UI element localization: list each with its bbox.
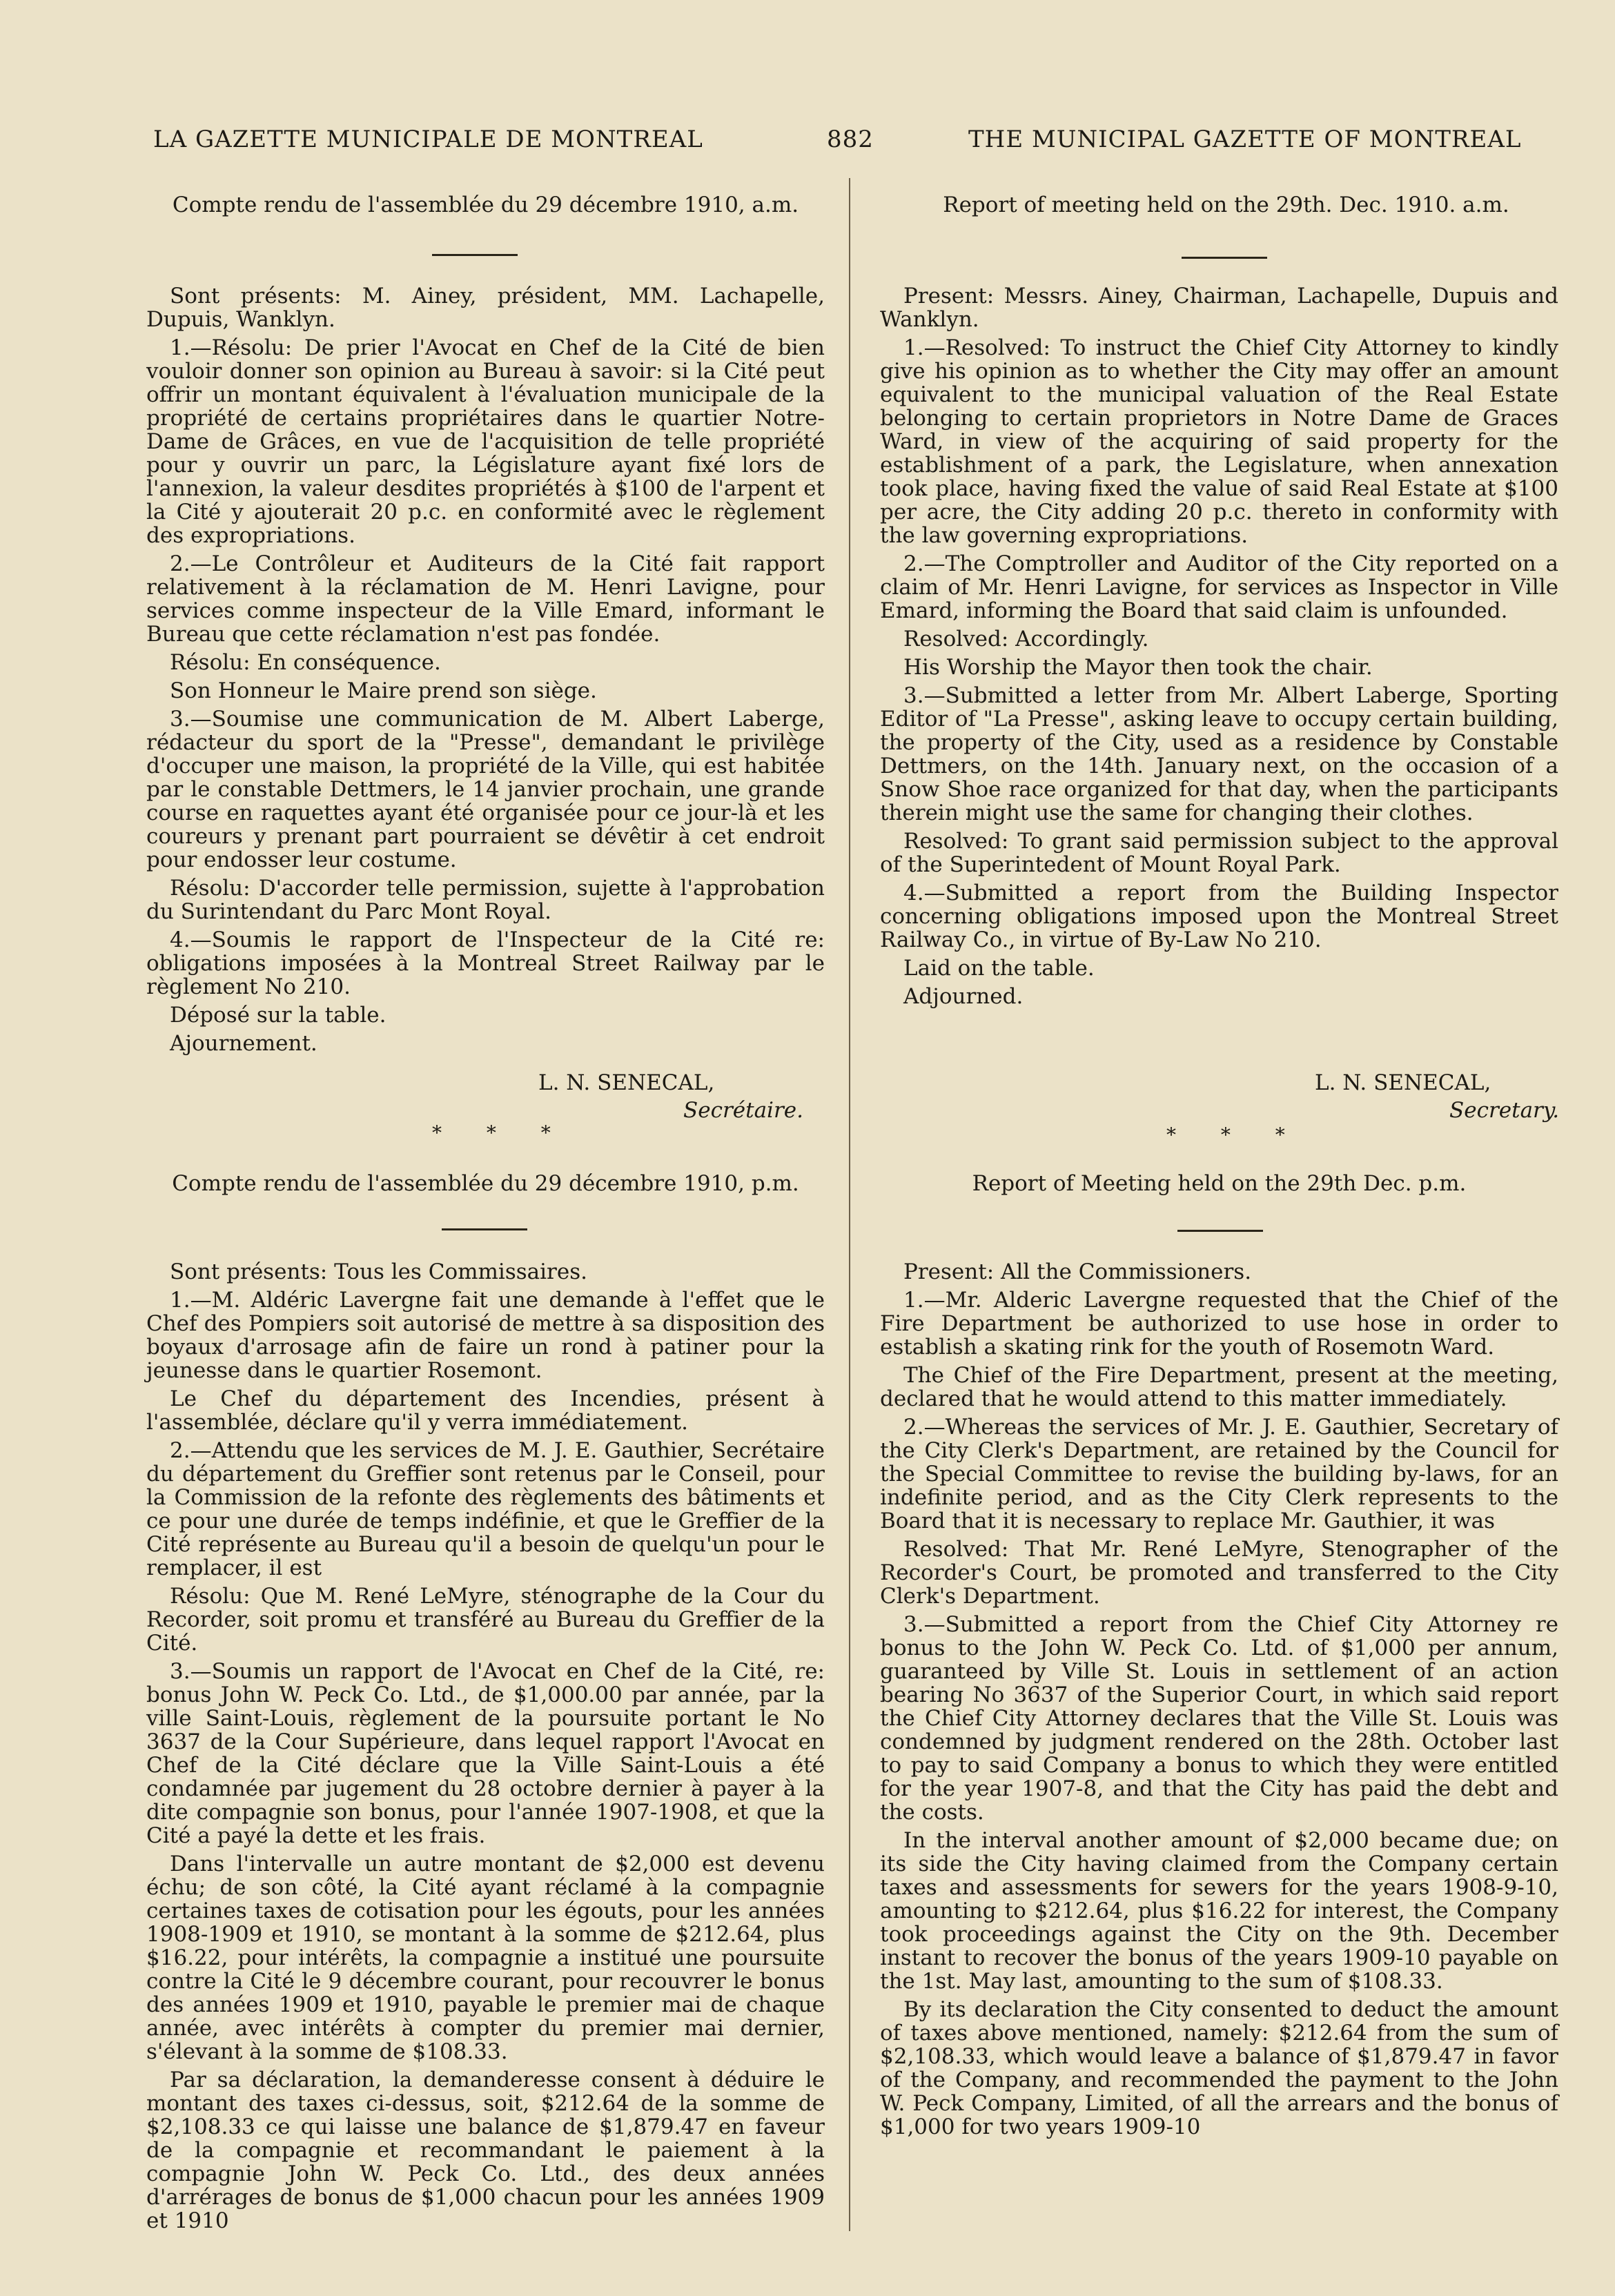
french-pm-title: Compte rendu de l'assemblée du 29 décembre 1910, p.m. — [172, 1171, 799, 1196]
english-am-signature-role: Secretary. — [1449, 1098, 1560, 1123]
french-am-paragraph: 1.—Résolu: De prier l'Avocat en Chef de la Cité de bien vouloir donner son opinion au Bureau à savoir: si la Cité peut offrir un montant équivalent à l'évaluation municipale de la propriété de certains propriétaires dans le quartier Notre-Dame de Grâces, en vue de l'acquisition de telle propriété pour y ouvrir un parc, la Législature ayant fixé lors de l'annexion, la valeur desdites propriétés à $100 de l'arpent et la Cité y ajouterait 20 p.c. en conformité avec le règlement des expropriations. — [146, 335, 825, 548]
english-am-paragraph: Laid on the table. — [903, 956, 1095, 981]
english-pm-paragraph: Present: All the Commissioners. — [903, 1259, 1252, 1284]
english-am-paragraph: 3.—Submitted a letter from Mr. Albert Laberge, Sporting Editor of "La Presse", asking leave to occupy certain building, the property of the City, used as a residence by Constable Dettmers, on the 14th. January next, on the occasion of a Snow Shoe race organized for that day, when the participants therein might use the same for changing their clothes. — [880, 683, 1558, 825]
french-am-paragraph: 2.—Le Contrôleur et Auditeurs de la Cité fait rapport relativement à la réclamation de M. Henri Lavigne, pour services comme inspecteur de la Ville Emard, informant le Bureau que cette réclamation n'est pas fondée. — [146, 551, 825, 647]
english-am-rule — [1182, 257, 1267, 259]
french-am-paragraph: Son Honneur le Maire prend son siège. — [170, 678, 597, 703]
english-pm-paragraph: By its declaration the City consented to deduct the amount of taxes above mentioned, namely: $212.64 from the sum of $2,108.33, which would leave a balance of $1,879.47 in favor of the Company, and recommended the payment to the John W. Peck Company, Limited, of all the arrears and the bonus of $1,000 for two years 1909-10 — [880, 1997, 1558, 2139]
english-am-signature-name: L. N. SENECAL, — [1315, 1070, 1491, 1095]
english-am-paragraph: Resolved: Accordingly. — [903, 627, 1149, 651]
english-am-paragraph: Resolved: To grant said permission subject to the approval of the Superintedent of Mount Royal Park. — [880, 829, 1558, 877]
english-am-paragraph: Adjourned. — [903, 984, 1024, 1009]
english-pm-paragraph: Resolved: That Mr. René LeMyre, Stenographer of the Recorder's Court, be promoted and transferred to the City Clerk's Department. — [880, 1537, 1558, 1609]
english-pm-title: Report of Meeting held on the 29th Dec. p.m. — [972, 1171, 1467, 1196]
french-pm-paragraph: 3.—Soumis un rapport de l'Avocat en Chef de la Cité, re: bonus John W. Peck Co. Ltd., de $1,000.00 par année, par la ville Saint-Louis, règlement de la poursuite portant le No 3637 de la Cour Supérieure, dans lequel rapport l'Avocat en Chef de la Cité déclare que la Ville Saint-Louis a été condamnée par jugement du 28 octobre dernier à payer à la dite compagnie son bonus, pour l'année 1907-1908, et que la Cité a payé la dette et les frais. — [146, 1659, 825, 1848]
english-pm-paragraph: The Chief of the Fire Department, present at the meeting, declared that he would attend to this matter immediately. — [880, 1363, 1558, 1411]
french-am-rule — [432, 254, 518, 256]
column-divider — [849, 178, 850, 2231]
english-pm-paragraph: In the interval another amount of $2,000 became due; on its side the City having claimed from the Company certain taxes and assessments for sewers for the years 1908-9-10, amounting to $212.64, plus $16.22 for interest, the Company took proceedings against the City on the 9th. December instant to recover the bonus of the years 1909-10 payable on the 1st. May last, amounting to the sum of $108.33. — [880, 1828, 1558, 1994]
english-am-paragraph: 1.—Resolved: To instruct the Chief City Attorney to kindly give his opinion as to whether the City may offer an amount equivalent to the municipal valuation of the Real Estate belonging to certain proprietors in Notre Dame de Graces Ward, in view of the acquiring of said property for the establishment of a park, the Legislature, when annexation took place, having fixed the value of said Real Estate at $100 per acre, the City adding 20 p.c. thereto in conformity with the law governing expropriations. — [880, 335, 1558, 548]
french-am-paragraph: 4.—Soumis le rapport de l'Inspecteur de la Cité re: obligations imposées à la Montreal Street Railway par le règlement No 210. — [146, 928, 825, 999]
english-pm-rule — [1177, 1230, 1263, 1232]
french-am-paragraph: Résolu: D'accorder telle permission, sujette à l'approbation du Surintendant du Parc Mont Royal. — [146, 876, 825, 924]
french-am-paragraph: Sont présents: M. Ainey, président, MM. Lachapelle, Dupuis, Wanklyn. — [146, 284, 825, 332]
french-am-body — [146, 284, 825, 1060]
french-pm-paragraph: 1.—M. Aldéric Lavergne fait une demande à l'effet que le Chef des Pompiers soit autorisé de mettre à sa disposition des boyaux d'arrosage afin de faire un rond à patiner pour la jeunesse dans le quartier Rosemont. — [146, 1288, 825, 1383]
french-separator-stars: * * * — [432, 1121, 570, 1144]
french-pm-paragraph: Sont présents: Tous les Commissaires. — [170, 1259, 587, 1284]
english-separator-stars: * * * — [1166, 1124, 1304, 1146]
french-pm-paragraph: Par sa déclaration, la demanderesse consent à déduire le montant des taxes ci-dessus, soit, $212.64 de la somme de $2,108.33 ce qui laisse une balance de $1,879.47 en faveur de la compagnie et recommandant le paiement à la compagnie John W. Peck Co. Ltd., des deux années d'arrérages de bonus de $1,000 chacun pour les années 1909 et 1910 — [146, 2068, 825, 2233]
english-pm-paragraph: 2.—Whereas the services of Mr. J. E. Gauthier, Secretary of the City Clerk's Department, are retained by the Council for the Special Committee to revise the building by-laws, for an indefinite period, and as the City Clerk represents to the Board that it is necessary to replace Mr. Gauthier, it was — [880, 1415, 1558, 1533]
french-am-paragraph: Déposé sur la table. — [170, 1003, 386, 1028]
english-am-paragraph: Present: Messrs. Ainey, Chairman, Lachapelle, Dupuis and Wanklyn. — [880, 284, 1558, 332]
english-am-paragraph: 4.—Submitted a report from the Building Inspector concerning obligations imposed upon the Montreal Street Railway Co., in virtue of By-Law No 210. — [880, 881, 1558, 952]
english-am-paragraph: 2.—The Comptroller and Auditor of the City reported on a claim of Mr. Henri Lavigne, for services as Inspector in Ville Emard, informing the Board that said claim is unfounded. — [880, 551, 1558, 623]
english-pm-paragraph: 1.—Mr. Alderic Lavergne requested that the Chief of the Fire Department be authorized to use hose in order to establish a skating rink for the youth of Rosemotn Ward. — [880, 1288, 1558, 1360]
english-am-title: Report of meeting held on the 29th. Dec. 1910. a.m. — [943, 193, 1509, 217]
english-am-body — [880, 284, 1558, 1013]
french-am-signature-name: L. N. SENECAL, — [538, 1070, 715, 1095]
running-header-english: THE MUNICIPAL GAZETTE OF MONTREAL — [968, 126, 1522, 153]
french-pm-paragraph: Résolu: Que M. René LeMyre, sténographe de la Cour du Recorder, soit promu et transféré au Bureau du Greffier de la Cité. — [146, 1584, 825, 1656]
english-am-paragraph: His Worship the Mayor then took the chair. — [903, 655, 1373, 680]
french-pm-body — [146, 1260, 825, 2237]
french-am-paragraph: 3.—Soumise une communication de M. Albert Laberge, rédacteur du sport de la "Presse", demandant le privilège d'occuper une maison, la propriété de la Ville, qui est habitée par le constable Dettmers, le 14 janvier prochain, une grande course en raquettes ayant été organisée pour ce jour-là et les coureurs y prenant part pourraient se dévêtir à cet endroit pour endosser leur costume. — [146, 707, 825, 872]
french-pm-paragraph: 2.—Attendu que les services de M. J. E. Gauthier, Secrétaire du département du Greffier sont retenus par le Conseil, pour la Commission de la refonte des règlements des bâtiments et ce pour une durée de temps indéfinie, et que le Greffier de la Cité représente au Bureau qu'il a besoin de quelqu'un pour le remplacer, il est — [146, 1438, 825, 1580]
french-am-signature-role: Secrétaire. — [683, 1098, 803, 1123]
french-pm-paragraph: Dans l'intervalle un autre montant de $2,000 est devenu échu; de son côté, la Cité ayant réclamé à la compagnie certaines taxes de cotisation pour les égouts, pour les années 1908-1909 et 1910, se montant à la somme de $212.64, plus $16.22, pour intérêts, la compagnie a institué une poursuite contre la Cité le 9 décembre courant, pour recouvrer le bonus des années 1909 et 1910, payable le premier mai de chaque année, avec intérêts à compter du premier mai dernier, s'élevant à la somme de $108.33. — [146, 1852, 825, 2064]
french-am-paragraph: Ajournement. — [170, 1031, 317, 1056]
english-pm-paragraph: 3.—Submitted a report from the Chief City Attorney re bonus to the John W. Peck Co. Ltd. of $1,000 per annum, guaranteed by Ville St. Louis in settlement of an action bearing No 3637 of the Superior Court, in which said report the Chief City Attorney declares that the Ville St. Louis was condemned by judgment rendered on the 28th. October last to pay to said Company a bonus to which they were entitled for the year 1907-8, and that the City has paid the debt and the costs. — [880, 1612, 1558, 1825]
french-pm-paragraph: Le Chef du département des Incendies, présent à l'assemblée, déclare qu'il y verra immédiatement. — [146, 1386, 825, 1435]
running-header-french: LA GAZETTE MUNICIPALE DE MONTREAL — [153, 126, 703, 153]
french-am-paragraph: Résolu: En conséquence. — [170, 650, 441, 675]
french-am-title: Compte rendu de l'assemblée du 29 décembre 1910, a.m. — [172, 193, 799, 217]
english-pm-body — [880, 1260, 1558, 2143]
french-pm-rule — [442, 1228, 527, 1230]
page-number: 882 — [827, 126, 874, 153]
